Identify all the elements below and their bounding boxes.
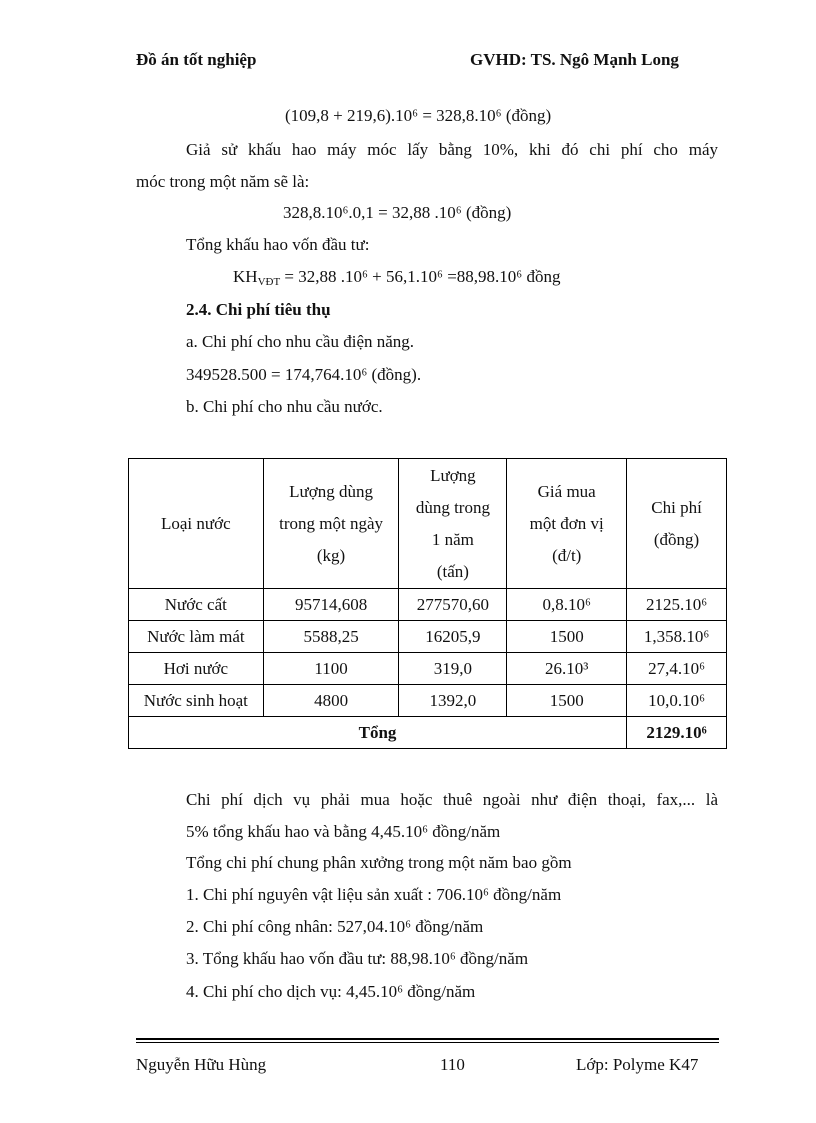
- paragraph-services-line2: 5% tổng khấu hao và bằng 4,45.10⁶ đồng/năm: [186, 822, 501, 841]
- paragraph-depreciation-line2: móc trong một năm sẽ là:: [136, 172, 310, 191]
- table-row: [129, 685, 727, 717]
- footer-divider-thick: [136, 1038, 719, 1040]
- header-water-type: Loại nước: [129, 459, 264, 589]
- cell-daily: 5588,25: [263, 621, 399, 653]
- cell-daily: 1100: [263, 653, 399, 685]
- cell-cost: 10,0.10⁶: [627, 685, 727, 717]
- cell-annual: 277570,60: [399, 589, 507, 621]
- header-annual-usage: Lượng dùng trong 1 năm (tấn): [399, 459, 507, 589]
- list-item: 1. Chi phí nguyên vật liệu sản xuất : 706.10⁶ đồng/năm: [186, 885, 562, 904]
- cell-cost: 27,4.10⁶: [627, 653, 727, 685]
- cell-annual: 319,0: [399, 653, 507, 685]
- header-daily-usage: Lượng dùng trong một ngày (kg): [263, 459, 399, 589]
- kh-expression: = 32,88 .10⁶ + 56,1.10⁶ =88,98.10⁶ đồng: [280, 267, 561, 286]
- cell-water-type: Nước sinh hoạt: [129, 685, 264, 717]
- list-item: 2. Chi phí công nhân: 527,04.10⁶ đồng/năm: [186, 917, 484, 936]
- kh-symbol: KH: [233, 267, 258, 286]
- total-value: 2129.10⁶: [627, 717, 727, 749]
- footer-author: Nguyễn Hữu Hùng: [136, 1055, 267, 1074]
- cell-annual: 1392,0: [399, 685, 507, 717]
- cell-daily: 4800: [263, 685, 399, 717]
- kh-subscript: VĐT: [257, 276, 281, 288]
- total-label: Tổng: [129, 717, 627, 749]
- list-item: 3. Tổng khấu hao vốn đầu tư: 88,98.10⁶ đồng/năm: [186, 949, 529, 968]
- cell-water-type: Hơi nước: [129, 653, 264, 685]
- paragraph-total-depreciation: Tổng khấu hao vốn đầu tư:: [186, 235, 370, 254]
- equation-total-equipment: (109,8 + 219,6).10⁶ = 328,8.10⁶ (đồng): [285, 106, 552, 125]
- equation-electricity-cost: 349528.500 = 174,764.10⁶ (đồng).: [186, 365, 422, 384]
- water-cost-table: [128, 458, 727, 749]
- cell-annual: 16205,9: [399, 621, 507, 653]
- table-row: [129, 621, 727, 653]
- list-item-b: b. Chi phí cho nhu cầu nước.: [186, 397, 383, 416]
- paragraph-depreciation-line1: Giả sử khấu hao máy móc lấy bằng 10%, khi đó chi phí cho máy: [186, 140, 718, 159]
- header-right: GVHD: TS. Ngô Mạnh Long: [470, 50, 679, 69]
- cell-price: 1500: [507, 685, 627, 717]
- cell-price: 26.10³: [507, 653, 627, 685]
- footer-class: Lớp: Polyme K47: [576, 1055, 699, 1074]
- table-header-row: [129, 459, 727, 589]
- list-item: 4. Chi phí cho dịch vụ: 4,45.10⁶ đồng/năm: [186, 982, 476, 1001]
- cell-price: 0,8.10⁶: [507, 589, 627, 621]
- paragraph-general-costs: Tổng chi phí chung phân xưởng trong một năm bao gồm: [186, 853, 572, 872]
- table-row: [129, 589, 727, 621]
- list-item-a: a. Chi phí cho nhu cầu điện năng.: [186, 332, 415, 351]
- cell-cost: 1,358.10⁶: [627, 621, 727, 653]
- equation-machine-cost: 328,8.10⁶.0,1 = 32,88 .10⁶ (đồng): [283, 203, 512, 222]
- header-cost: Chi phí (đồng): [627, 459, 727, 589]
- paragraph-services-line1: Chi phí dịch vụ phải mua hoặc thuê ngoài như điện thoại, fax,... là: [186, 790, 718, 809]
- section-heading: 2.4. Chi phí tiêu thụ: [186, 300, 331, 319]
- cell-cost: 2125.10⁶: [627, 589, 727, 621]
- header-left: Đồ án tốt nghiệp: [136, 50, 257, 69]
- page-number: 110: [440, 1055, 465, 1074]
- cell-daily: 95714,608: [263, 589, 399, 621]
- header-unit-price: Giá mua một đơn vị (đ/t): [507, 459, 627, 589]
- cell-water-type: Nước cất: [129, 589, 264, 621]
- footer-divider-thin: [136, 1042, 719, 1043]
- table-row: [129, 653, 727, 685]
- equation-kh-vdt: [233, 267, 560, 287]
- cell-price: 1500: [507, 621, 627, 653]
- table-total-row: [129, 717, 727, 749]
- cell-water-type: Nước làm mát: [129, 621, 264, 653]
